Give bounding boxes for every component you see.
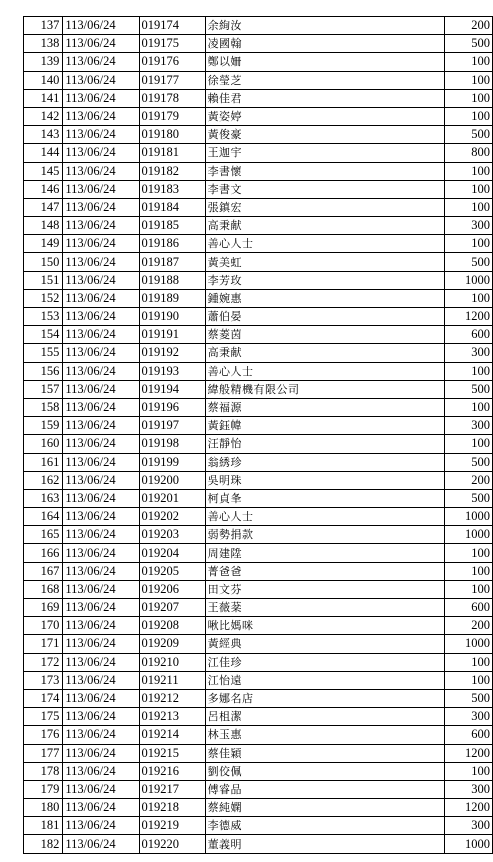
donor-name-cell: 弱勢捐款 bbox=[205, 526, 444, 544]
amount-cell: 300 bbox=[444, 417, 492, 435]
receipt-number-cell: 019193 bbox=[139, 362, 205, 380]
date-cell: 113/06/24 bbox=[63, 398, 139, 416]
row-number-cell: 161 bbox=[24, 453, 63, 471]
amount-cell: 500 bbox=[444, 126, 492, 144]
receipt-number-cell: 019199 bbox=[139, 453, 205, 471]
receipt-number-cell: 019175 bbox=[139, 35, 205, 53]
receipt-number-cell: 019214 bbox=[139, 726, 205, 744]
donor-name-cell: 柯貞夆 bbox=[205, 489, 444, 507]
receipt-number-cell: 019200 bbox=[139, 471, 205, 489]
donor-name-cell: 劉佼佩 bbox=[205, 762, 444, 780]
date-cell: 113/06/24 bbox=[63, 817, 139, 835]
row-number-cell: 165 bbox=[24, 526, 63, 544]
row-number-cell: 170 bbox=[24, 617, 63, 635]
table-row bbox=[24, 180, 493, 198]
donor-name-cell: 傅睿品 bbox=[205, 780, 444, 798]
date-cell: 113/06/24 bbox=[63, 599, 139, 617]
row-number-cell: 142 bbox=[24, 107, 63, 125]
date-cell: 113/06/24 bbox=[63, 562, 139, 580]
donor-name-cell: 江怡遠 bbox=[205, 671, 444, 689]
table-row bbox=[24, 508, 493, 526]
row-number-cell: 167 bbox=[24, 562, 63, 580]
table-row bbox=[24, 453, 493, 471]
row-number-cell: 155 bbox=[24, 344, 63, 362]
receipt-number-cell: 019182 bbox=[139, 162, 205, 180]
donor-name-cell: 吳明珠 bbox=[205, 471, 444, 489]
receipt-number-cell: 019212 bbox=[139, 689, 205, 707]
amount-cell: 500 bbox=[444, 689, 492, 707]
row-number-cell: 151 bbox=[24, 271, 63, 289]
row-number-cell: 152 bbox=[24, 289, 63, 307]
table-row bbox=[24, 89, 493, 107]
table-row bbox=[24, 308, 493, 326]
donor-name-cell: 緯般精機有限公司 bbox=[205, 380, 444, 398]
table-row bbox=[24, 635, 493, 653]
table-row bbox=[24, 362, 493, 380]
date-cell: 113/06/24 bbox=[63, 180, 139, 198]
receipt-number-cell: 019219 bbox=[139, 817, 205, 835]
table-row bbox=[24, 653, 493, 671]
table-row bbox=[24, 744, 493, 762]
table-row bbox=[24, 580, 493, 598]
amount-cell: 500 bbox=[444, 35, 492, 53]
date-cell: 113/06/24 bbox=[63, 635, 139, 653]
table-row bbox=[24, 235, 493, 253]
date-cell: 113/06/24 bbox=[63, 799, 139, 817]
row-number-cell: 172 bbox=[24, 653, 63, 671]
receipt-number-cell: 019185 bbox=[139, 217, 205, 235]
donor-name-cell: 啾比媽咪 bbox=[205, 617, 444, 635]
table-row bbox=[24, 526, 493, 544]
receipt-number-cell: 019184 bbox=[139, 198, 205, 216]
row-number-cell: 146 bbox=[24, 180, 63, 198]
receipt-number-cell: 019208 bbox=[139, 617, 205, 635]
donor-name-cell: 高秉献 bbox=[205, 344, 444, 362]
amount-cell: 300 bbox=[444, 708, 492, 726]
receipt-number-cell: 019211 bbox=[139, 671, 205, 689]
donor-name-cell: 李芳玫 bbox=[205, 271, 444, 289]
row-number-cell: 179 bbox=[24, 780, 63, 798]
receipt-number-cell: 019209 bbox=[139, 635, 205, 653]
donor-name-cell: 善心人士 bbox=[205, 235, 444, 253]
row-number-cell: 174 bbox=[24, 689, 63, 707]
receipt-number-cell: 019191 bbox=[139, 326, 205, 344]
amount-cell: 1000 bbox=[444, 526, 492, 544]
table-row bbox=[24, 817, 493, 835]
table-row bbox=[24, 544, 493, 562]
donor-name-cell: 翁綉珍 bbox=[205, 453, 444, 471]
row-number-cell: 162 bbox=[24, 471, 63, 489]
donor-name-cell: 凌國翰 bbox=[205, 35, 444, 53]
receipt-number-cell: 019186 bbox=[139, 235, 205, 253]
donor-name-cell: 多娜名店 bbox=[205, 689, 444, 707]
receipt-number-cell: 019202 bbox=[139, 508, 205, 526]
date-cell: 113/06/24 bbox=[63, 471, 139, 489]
table-row bbox=[24, 344, 493, 362]
donor-name-cell: 蔡純嫻 bbox=[205, 799, 444, 817]
row-number-cell: 171 bbox=[24, 635, 63, 653]
date-cell: 113/06/24 bbox=[63, 762, 139, 780]
row-number-cell: 137 bbox=[24, 17, 63, 35]
row-number-cell: 176 bbox=[24, 726, 63, 744]
amount-cell: 100 bbox=[444, 435, 492, 453]
table-row bbox=[24, 289, 493, 307]
donor-name-cell: 李書懷 bbox=[205, 162, 444, 180]
row-number-cell: 182 bbox=[24, 835, 63, 853]
donor-name-cell: 張鎮宏 bbox=[205, 198, 444, 216]
table-row bbox=[24, 144, 493, 162]
amount-cell: 800 bbox=[444, 144, 492, 162]
amount-cell: 100 bbox=[444, 289, 492, 307]
receipt-number-cell: 019220 bbox=[139, 835, 205, 853]
donor-name-cell: 黃鈺幃 bbox=[205, 417, 444, 435]
date-cell: 113/06/24 bbox=[63, 708, 139, 726]
donor-name-cell: 董義明 bbox=[205, 835, 444, 853]
date-cell: 113/06/24 bbox=[63, 89, 139, 107]
receipt-number-cell: 019178 bbox=[139, 89, 205, 107]
receipt-number-cell: 019218 bbox=[139, 799, 205, 817]
table-row bbox=[24, 562, 493, 580]
amount-cell: 1200 bbox=[444, 308, 492, 326]
receipt-number-cell: 019187 bbox=[139, 253, 205, 271]
amount-cell: 100 bbox=[444, 762, 492, 780]
donor-name-cell: 蕭伯晏 bbox=[205, 308, 444, 326]
amount-cell: 1000 bbox=[444, 835, 492, 853]
receipt-number-cell: 019213 bbox=[139, 708, 205, 726]
row-number-cell: 147 bbox=[24, 198, 63, 216]
receipt-number-cell: 019180 bbox=[139, 126, 205, 144]
table-row bbox=[24, 217, 493, 235]
row-number-cell: 163 bbox=[24, 489, 63, 507]
amount-cell: 100 bbox=[444, 398, 492, 416]
donor-name-cell: 黃俊豪 bbox=[205, 126, 444, 144]
date-cell: 113/06/24 bbox=[63, 380, 139, 398]
date-cell: 113/06/24 bbox=[63, 526, 139, 544]
donor-name-cell: 蔡福源 bbox=[205, 398, 444, 416]
table-row bbox=[24, 53, 493, 71]
date-cell: 113/06/24 bbox=[63, 53, 139, 71]
row-number-cell: 164 bbox=[24, 508, 63, 526]
date-cell: 113/06/24 bbox=[63, 71, 139, 89]
table-row bbox=[24, 271, 493, 289]
amount-cell: 600 bbox=[444, 726, 492, 744]
date-cell: 113/06/24 bbox=[63, 508, 139, 526]
amount-cell: 500 bbox=[444, 253, 492, 271]
amount-cell: 100 bbox=[444, 544, 492, 562]
receipt-number-cell: 019207 bbox=[139, 599, 205, 617]
amount-cell: 200 bbox=[444, 17, 492, 35]
receipt-number-cell: 019204 bbox=[139, 544, 205, 562]
receipt-number-cell: 019174 bbox=[139, 17, 205, 35]
table-row bbox=[24, 71, 493, 89]
row-number-cell: 139 bbox=[24, 53, 63, 71]
amount-cell: 100 bbox=[444, 107, 492, 125]
table-row bbox=[24, 380, 493, 398]
donation-table-body bbox=[24, 17, 493, 854]
amount-cell: 100 bbox=[444, 653, 492, 671]
donor-name-cell: 菁爸爸 bbox=[205, 562, 444, 580]
donor-name-cell: 林玉惠 bbox=[205, 726, 444, 744]
table-row bbox=[24, 398, 493, 416]
amount-cell: 600 bbox=[444, 599, 492, 617]
table-row bbox=[24, 435, 493, 453]
receipt-number-cell: 019197 bbox=[139, 417, 205, 435]
date-cell: 113/06/24 bbox=[63, 326, 139, 344]
table-row bbox=[24, 799, 493, 817]
receipt-number-cell: 019206 bbox=[139, 580, 205, 598]
amount-cell: 1000 bbox=[444, 508, 492, 526]
amount-cell: 100 bbox=[444, 71, 492, 89]
date-cell: 113/06/24 bbox=[63, 217, 139, 235]
donor-name-cell: 黃美虹 bbox=[205, 253, 444, 271]
row-number-cell: 154 bbox=[24, 326, 63, 344]
table-row bbox=[24, 35, 493, 53]
row-number-cell: 173 bbox=[24, 671, 63, 689]
date-cell: 113/06/24 bbox=[63, 453, 139, 471]
receipt-number-cell: 019210 bbox=[139, 653, 205, 671]
date-cell: 113/06/24 bbox=[63, 35, 139, 53]
date-cell: 113/06/24 bbox=[63, 417, 139, 435]
row-number-cell: 138 bbox=[24, 35, 63, 53]
amount-cell: 100 bbox=[444, 362, 492, 380]
receipt-number-cell: 019190 bbox=[139, 308, 205, 326]
amount-cell: 600 bbox=[444, 326, 492, 344]
row-number-cell: 149 bbox=[24, 235, 63, 253]
amount-cell: 500 bbox=[444, 453, 492, 471]
date-cell: 113/06/24 bbox=[63, 17, 139, 35]
date-cell: 113/06/24 bbox=[63, 617, 139, 635]
date-cell: 113/06/24 bbox=[63, 435, 139, 453]
date-cell: 113/06/24 bbox=[63, 653, 139, 671]
receipt-number-cell: 019196 bbox=[139, 398, 205, 416]
amount-cell: 100 bbox=[444, 671, 492, 689]
date-cell: 113/06/24 bbox=[63, 162, 139, 180]
row-number-cell: 143 bbox=[24, 126, 63, 144]
amount-cell: 100 bbox=[444, 162, 492, 180]
date-cell: 113/06/24 bbox=[63, 107, 139, 125]
row-number-cell: 140 bbox=[24, 71, 63, 89]
receipt-number-cell: 019194 bbox=[139, 380, 205, 398]
date-cell: 113/06/24 bbox=[63, 580, 139, 598]
amount-cell: 100 bbox=[444, 198, 492, 216]
receipt-number-cell: 019177 bbox=[139, 71, 205, 89]
table-row bbox=[24, 471, 493, 489]
date-cell: 113/06/24 bbox=[63, 835, 139, 853]
amount-cell: 1200 bbox=[444, 744, 492, 762]
donor-name-cell: 汪靜怡 bbox=[205, 435, 444, 453]
date-cell: 113/06/24 bbox=[63, 126, 139, 144]
amount-cell: 1200 bbox=[444, 799, 492, 817]
table-row bbox=[24, 17, 493, 35]
donor-name-cell: 黃經典 bbox=[205, 635, 444, 653]
row-number-cell: 166 bbox=[24, 544, 63, 562]
table-row bbox=[24, 708, 493, 726]
row-number-cell: 158 bbox=[24, 398, 63, 416]
amount-cell: 500 bbox=[444, 489, 492, 507]
amount-cell: 1000 bbox=[444, 635, 492, 653]
donor-name-cell: 鄭以姍 bbox=[205, 53, 444, 71]
amount-cell: 300 bbox=[444, 780, 492, 798]
amount-cell: 200 bbox=[444, 617, 492, 635]
receipt-number-cell: 019215 bbox=[139, 744, 205, 762]
date-cell: 113/06/24 bbox=[63, 144, 139, 162]
table-row bbox=[24, 835, 493, 853]
amount-cell: 500 bbox=[444, 380, 492, 398]
date-cell: 113/06/24 bbox=[63, 271, 139, 289]
donor-name-cell: 江佳珍 bbox=[205, 653, 444, 671]
amount-cell: 1000 bbox=[444, 271, 492, 289]
row-number-cell: 180 bbox=[24, 799, 63, 817]
date-cell: 113/06/24 bbox=[63, 780, 139, 798]
donor-name-cell: 田文芬 bbox=[205, 580, 444, 598]
table-row bbox=[24, 417, 493, 435]
date-cell: 113/06/24 bbox=[63, 198, 139, 216]
donor-name-cell: 賴佳君 bbox=[205, 89, 444, 107]
amount-cell: 300 bbox=[444, 817, 492, 835]
donation-table bbox=[23, 16, 493, 854]
date-cell: 113/06/24 bbox=[63, 671, 139, 689]
date-cell: 113/06/24 bbox=[63, 489, 139, 507]
table-row bbox=[24, 126, 493, 144]
receipt-number-cell: 019179 bbox=[139, 107, 205, 125]
donor-name-cell: 鍾婉惠 bbox=[205, 289, 444, 307]
date-cell: 113/06/24 bbox=[63, 289, 139, 307]
receipt-number-cell: 019188 bbox=[139, 271, 205, 289]
donor-name-cell: 黃姿婷 bbox=[205, 107, 444, 125]
row-number-cell: 160 bbox=[24, 435, 63, 453]
date-cell: 113/06/24 bbox=[63, 344, 139, 362]
amount-cell: 100 bbox=[444, 180, 492, 198]
receipt-number-cell: 019201 bbox=[139, 489, 205, 507]
receipt-number-cell: 019189 bbox=[139, 289, 205, 307]
date-cell: 113/06/24 bbox=[63, 744, 139, 762]
amount-cell: 300 bbox=[444, 217, 492, 235]
date-cell: 113/06/24 bbox=[63, 726, 139, 744]
donor-name-cell: 高秉献 bbox=[205, 217, 444, 235]
receipt-number-cell: 019205 bbox=[139, 562, 205, 580]
row-number-cell: 150 bbox=[24, 253, 63, 271]
receipt-number-cell: 019183 bbox=[139, 180, 205, 198]
amount-cell: 200 bbox=[444, 471, 492, 489]
receipt-number-cell: 019216 bbox=[139, 762, 205, 780]
table-row bbox=[24, 489, 493, 507]
table-row bbox=[24, 326, 493, 344]
donor-name-cell: 李德威 bbox=[205, 817, 444, 835]
amount-cell: 100 bbox=[444, 580, 492, 598]
table-row bbox=[24, 726, 493, 744]
donor-name-cell: 善心人士 bbox=[205, 508, 444, 526]
date-cell: 113/06/24 bbox=[63, 235, 139, 253]
row-number-cell: 153 bbox=[24, 308, 63, 326]
table-row bbox=[24, 162, 493, 180]
date-cell: 113/06/24 bbox=[63, 362, 139, 380]
amount-cell: 100 bbox=[444, 89, 492, 107]
receipt-number-cell: 019198 bbox=[139, 435, 205, 453]
donor-name-cell: 李書文 bbox=[205, 180, 444, 198]
donor-name-cell: 王薇棻 bbox=[205, 599, 444, 617]
receipt-number-cell: 019192 bbox=[139, 344, 205, 362]
amount-cell: 100 bbox=[444, 235, 492, 253]
row-number-cell: 175 bbox=[24, 708, 63, 726]
donor-name-cell: 蔡佳穎 bbox=[205, 744, 444, 762]
donor-name-cell: 王迦宇 bbox=[205, 144, 444, 162]
donor-name-cell: 徐瑩芝 bbox=[205, 71, 444, 89]
table-row bbox=[24, 617, 493, 635]
row-number-cell: 178 bbox=[24, 762, 63, 780]
row-number-cell: 157 bbox=[24, 380, 63, 398]
donor-name-cell: 善心人士 bbox=[205, 362, 444, 380]
table-row bbox=[24, 599, 493, 617]
receipt-number-cell: 019217 bbox=[139, 780, 205, 798]
donor-name-cell: 余絢汝 bbox=[205, 17, 444, 35]
table-row bbox=[24, 689, 493, 707]
table-row bbox=[24, 780, 493, 798]
date-cell: 113/06/24 bbox=[63, 253, 139, 271]
donor-name-cell: 周建陞 bbox=[205, 544, 444, 562]
donor-name-cell: 呂柤潔 bbox=[205, 708, 444, 726]
row-number-cell: 159 bbox=[24, 417, 63, 435]
table-row bbox=[24, 671, 493, 689]
row-number-cell: 168 bbox=[24, 580, 63, 598]
row-number-cell: 181 bbox=[24, 817, 63, 835]
donor-name-cell: 蔡菱茵 bbox=[205, 326, 444, 344]
date-cell: 113/06/24 bbox=[63, 308, 139, 326]
receipt-number-cell: 019176 bbox=[139, 53, 205, 71]
amount-cell: 300 bbox=[444, 344, 492, 362]
row-number-cell: 141 bbox=[24, 89, 63, 107]
table-row bbox=[24, 198, 493, 216]
table-row bbox=[24, 253, 493, 271]
row-number-cell: 177 bbox=[24, 744, 63, 762]
date-cell: 113/06/24 bbox=[63, 544, 139, 562]
date-cell: 113/06/24 bbox=[63, 689, 139, 707]
receipt-number-cell: 019203 bbox=[139, 526, 205, 544]
row-number-cell: 144 bbox=[24, 144, 63, 162]
row-number-cell: 145 bbox=[24, 162, 63, 180]
row-number-cell: 156 bbox=[24, 362, 63, 380]
row-number-cell: 148 bbox=[24, 217, 63, 235]
receipt-number-cell: 019181 bbox=[139, 144, 205, 162]
table-row bbox=[24, 107, 493, 125]
amount-cell: 100 bbox=[444, 53, 492, 71]
row-number-cell: 169 bbox=[24, 599, 63, 617]
table-row bbox=[24, 762, 493, 780]
amount-cell: 100 bbox=[444, 562, 492, 580]
